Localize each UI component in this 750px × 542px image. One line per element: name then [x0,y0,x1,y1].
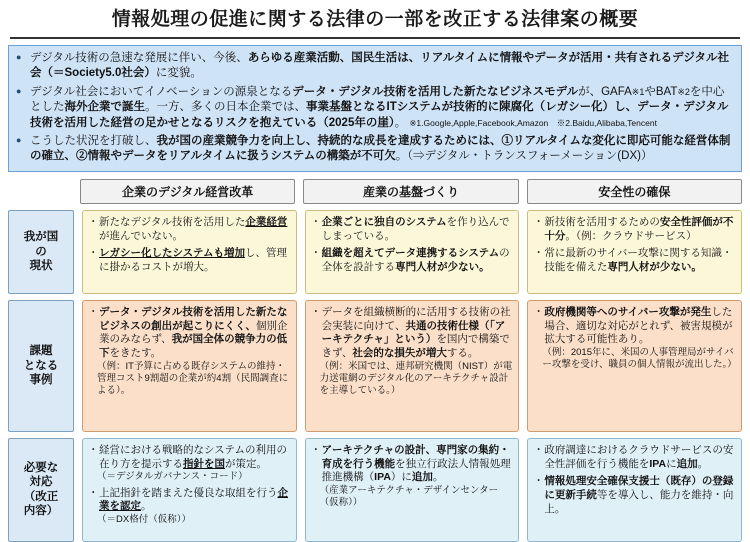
intro-bullet-2: ● デジタル社会においてイノベーションの源泉となるデータ・デジタル技術を活用した新たなビジネスモデルが、GAFA※1やBAT※2を中心とした海外企業で誕生。一方、多くの日本企業では、事業基盤となるITシステムが技術的に陳腐化（レガシー化）し、データ・デジタル技術を活用した経営の足かせとなるリスクを抱えている（2025年の崖）。 ※1.Google,Apple,Facebook,Amazon ※2.Baidu,Alibaba,Tencent [16,85,734,131]
list-item: ・ 新技術を活用するための安全性評価が不十分。（例：クラウドサービス） [534,216,735,244]
cell-note: （例：米国では、連邦研究機関（NIST）が電力送電網のデジタル化のアーキテクチャ設計を主導している。） [319,361,513,397]
list-item: ・ データを組織横断的に活用する技術の社会実装に向けて、共通の技術仕様（「アーキテクチャ」という）を国内で構築できず、社会的な損失が増大する。 [312,306,513,361]
cell-note: （例：2015年に、米国の人事管理局がサイバー攻撃を受け、職員の個人情報が流出した。） [542,347,737,371]
list-item: ・ 政府機関等へのサイバー攻撃が発生した場合、適切な対応がとれず、被害規模が拡大する可能性あり。 [534,306,735,348]
list-item: ・ データ・デジタル技術を活用した新たなビジネスの創出が起こりにくく、個別企業のみならず、我が国全体の競争力の低下をきたす。 [89,306,290,361]
table-row-issues [8,300,742,432]
cell-current-state-management [82,210,297,294]
list-item: ・ アーキテクチャの設計、専門家の集約・育成を行う機能を独立行政法人情報処理推進機構（IPA）に追加。 [312,444,513,486]
column-header-industry-foundation: 産業の基盤づくり [303,179,518,204]
row-label-issues: 課題 となる 事例 [8,300,74,432]
cell-note: （＝デジタルガバナンス・コード） [97,471,248,483]
cell-current-state-security [527,210,742,294]
intro-footnote: ※1.Google,Apple,Facebook,Amazon ※2.Baidu,Alibaba,Tencent [409,117,657,128]
cell-note: （＝DX格付（仮称）） [97,514,191,526]
row-cells-current-state [82,210,742,294]
column-header-row [80,179,742,204]
list-item: ・ 組織を超えてデータ連携するシステムの全体を設計する専門人材が少ない。 [312,247,513,275]
cell-measures-foundation [305,438,520,542]
list-item: ・ 情報処理安全確保支援士（既存）の登録に更新手続等を導入し、能力を維持・向上。 [534,475,735,517]
column-header-digital-management: 企業のデジタル経営改革 [80,179,295,204]
page-title: 情報処理の促進に関する法律の一部を改正する法律案の概要 [111,9,639,30]
row-cells-measures [82,438,742,542]
row-label-current-state: 我が国 の 現状 [8,210,74,294]
cell-measures-security [527,438,742,542]
list-item: ・ レガシー化したシステムも増加し、管理に掛かるコストが増大。 [89,247,290,275]
cell-note: （産業アーキテクチャ・デザインセンター（仮称）） [319,485,499,509]
list-item: ・ 政府調達におけるクラウドサービスの安全性評価を行う機能をIPAに追加。 [534,444,735,472]
title-divider [10,37,740,39]
cell-measures-management [82,438,297,542]
intro-bullet-1: ● デジタル技術の急速な発展に伴い、今後、あらゆる産業活動、国民生活は、リアルタイムに情報やデータが活用・共有されるデジタル社会（＝Society5.0社会）に変貌。 [16,51,734,82]
list-item: ・ 上記指針を踏まえた優良な取組を行う企業を認定。 [89,487,290,515]
table-row-measures [8,438,742,542]
row-cells-issues [82,300,742,432]
row-label-measures: 必要な 対応 （改正 内容） [8,438,74,542]
column-header-security: 安全性の確保 [527,179,742,204]
list-item: ・ 新たなデジタル技術を活用した企業経営が進んでいない。 [89,216,290,244]
cell-note: （例：IT予算に占める既存システムの維持・管理コスト9割超の企業が約4割（民間調査による）。 [97,361,289,397]
cell-current-state-foundation [305,210,520,294]
intro-box [8,45,742,172]
list-item: ・ 常に最新のサイバー攻撃に関する知識・技能を備えた専門人材が少ない。 [534,247,735,275]
intro-bullet-list [16,51,734,165]
intro-bullet-3: ● こうした状況を打破し、我が国の産業競争力を向上し、持続的な成長を達成するためには、①リアルタイムな変化に即応可能な経営体制の確立、②情報やデータをリアルタイムに扱うシステムの構築が不可欠。（⇒デジタル・トランスフォーメーション(DX)） [16,134,734,165]
cell-issues-security [527,300,742,432]
cell-issues-foundation [305,300,520,432]
list-item: ・ 経営における戦略的なシステムの利用の在り方を提示する指針を国が策定。 [89,444,290,472]
cell-issues-management [82,300,297,432]
list-item: ・ 企業ごとに独自のシステムを作り込んでしまっている。 [312,216,513,244]
table-row-current-state [8,210,742,294]
